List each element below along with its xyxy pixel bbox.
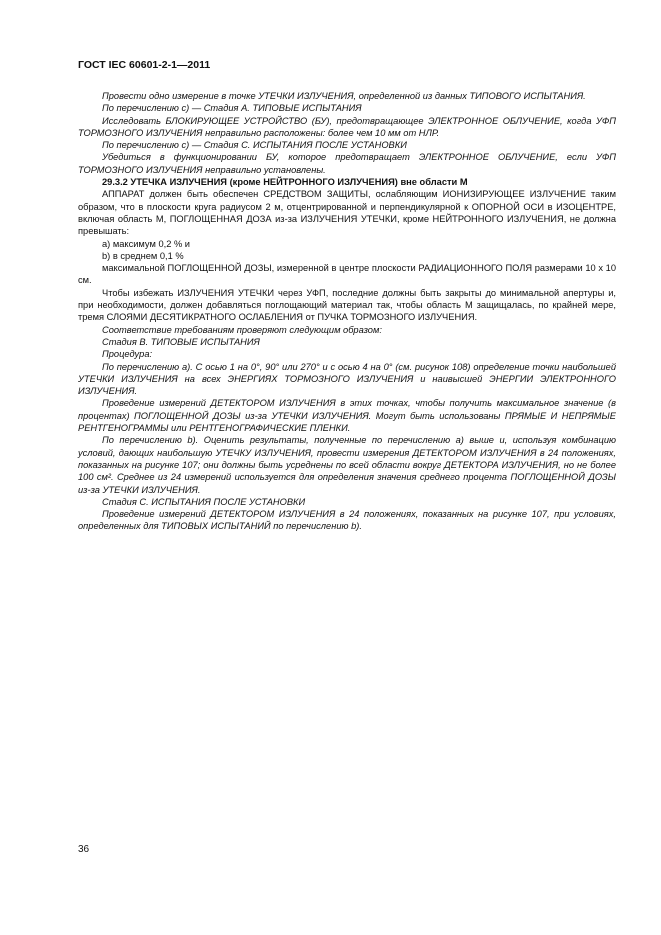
section-heading: 29.3.2 УТЕЧКА ИЗЛУЧЕНИЯ (кроме НЕЙТРОННОГО ИЗЛУЧЕНИЯ) вне области М xyxy=(102,177,468,188)
paragraph: максимальной ПОГЛОЩЕННОЙ ДОЗЫ, измеренной в центре плоскости РАДИАЦИОННОГО ПОЛЯ размерами 10 х 10 см. xyxy=(78,263,616,286)
paragraph: По перечислению а). С осью 1 на 0°, 90° или 270° и с осью 4 на 0° (см. рисунок 108) определение точки наибольшей УТЕЧКИ ИЗЛУЧЕНИЯ на всех ЭНЕРГИЯХ ТОРМОЗНОГО ИЗЛУЧЕНИЯ и наивысшей ЭНЕРГИИ ЭЛЕКТРОННОГО ИЗЛУЧЕНИЯ. xyxy=(78,361,616,397)
paragraph: Процедура: xyxy=(102,349,153,360)
paragraph: Чтобы избежать ИЗЛУЧЕНИЯ УТЕЧКИ через УФП, последние должны быть закрыты до минимальной апертуры и, при необходимости, должен добавляться поглощающий материал так, чтобы область М защищалась, по крайней мере, тремя СЛОЯМИ ДЕСЯТИКРАТНОГО ОСЛАБЛЕНИЯ от ПУЧКА ТОРМОЗНОГО ИЗЛУЧЕНИЯ. xyxy=(78,287,616,323)
document-header: ГОСТ IEC 60601-2-1—2011 xyxy=(78,59,211,71)
list-item: а) максимум 0,2 % и xyxy=(102,238,190,249)
paragraph: Провести одно измерение в точке УТЕЧКИ ИЗЛУЧЕНИЯ, определенной из данных ТИПОВОГО ИСПЫТАНИЯ. xyxy=(102,91,586,101)
paragraph: Проведение измерений ДЕТЕКТОРОМ ИЗЛУЧЕНИЯ в этих точках, чтобы получить максимальное значение (в процентах) ПОГЛОЩЕННОЙ ДОЗЫ из-за УТЕЧКИ ИЗЛУЧЕНИЯ. Могут быть использованы ПРЯМЫЕ И НЕПРЯМЫЕ РЕНТГЕНОГРАММЫ или РЕНТГЕНОГРАФИЧЕСКИЕ ПЛЕНКИ. xyxy=(78,398,616,434)
paragraph: АППАРАТ должен быть обеспечен СРЕДСТВОМ ЗАЩИТЫ, ослабляющим ИОНИЗИРУЮЩЕЕ ИЗЛУЧЕНИЕ таким образом, что в плоскости круга радиусом 2 м, отцентрированной и перпендикулярной к ОПОРНОЙ ОСИ в ИЗОЦЕНТРЕ, включая область М, ПОГЛОЩЕННАЯ ДОЗА из-за ИЗЛУЧЕНИЯ УТЕЧКИ, кроме НЕЙТРОННОГО ИЗЛУЧЕНИЯ, не должна превышать: xyxy=(78,189,616,237)
paragraph: По перечислению b). Оценить результаты, полученные по перечислению а) выше и, используя комбинацию условий, дающих наибольшую УТЕЧКУ ИЗЛУЧЕНИЯ, провести измерения ДЕТЕКТОРОМ ИЗЛУЧЕНИЯ в 24 положениях, показанных на рисунке 107; они должны быть усреднены по всей области вокруг ДЕТЕКТОРА ИЗЛУЧЕНИЯ, но не более 100 см². Среднее из 24 измерений используется для определения значения среднего процента ПОГЛОЩЕННОЙ ДОЗЫ из-за УТЕЧКИ ИЗЛУЧЕНИЯ. xyxy=(78,435,616,495)
list-item: b) в среднем 0,1 % xyxy=(102,250,184,261)
paragraph: Соответствие требованиям проверяют следующим образом: xyxy=(102,324,382,335)
paragraph: Проведение измерений ДЕТЕКТОРОМ ИЗЛУЧЕНИЯ в 24 положениях, показанных на рисунке 107, при условиях, определенных для ТИПОВЫХ ИСПЫТАНИЙ по перечислению b). xyxy=(78,509,616,532)
page-number: 36 xyxy=(78,844,90,855)
paragraph: Стадия С. ИСПЫТАНИЯ ПОСЛЕ УСТАНОВКИ xyxy=(102,496,306,507)
paragraph: Стадия В. ТИПОВЫЕ ИСПЫТАНИЯ xyxy=(102,336,260,347)
paragraph: Исследовать БЛОКИРУЮЩЕЕ УСТРОЙСТВО (БУ), предотвращающее ЭЛЕКТРОННОЕ ОБЛУЧЕНИЕ, когда УФП ТОРМОЗНОГО ИЗЛУЧЕНИЯ неправильно расположены: более чем 10 мм от НЛР. xyxy=(78,115,616,138)
paragraph: Убедиться в функционировании БУ, которое предотвращает ЭЛЕКТРОННОЕ ОБЛУЧЕНИЕ, если УФП ТОРМОЗНОГО ИЗЛУЧЕНИЯ неправильно установлены. xyxy=(78,152,616,175)
paragraph: По перечислению с) — Стадия С. ИСПЫТАНИЯ ПОСЛЕ УСТАНОВКИ xyxy=(102,140,407,151)
document-body xyxy=(78,90,616,533)
paragraph: По перечислению с) — Стадия А. ТИПОВЫЕ ИСПЫТАНИЯ xyxy=(102,103,362,114)
